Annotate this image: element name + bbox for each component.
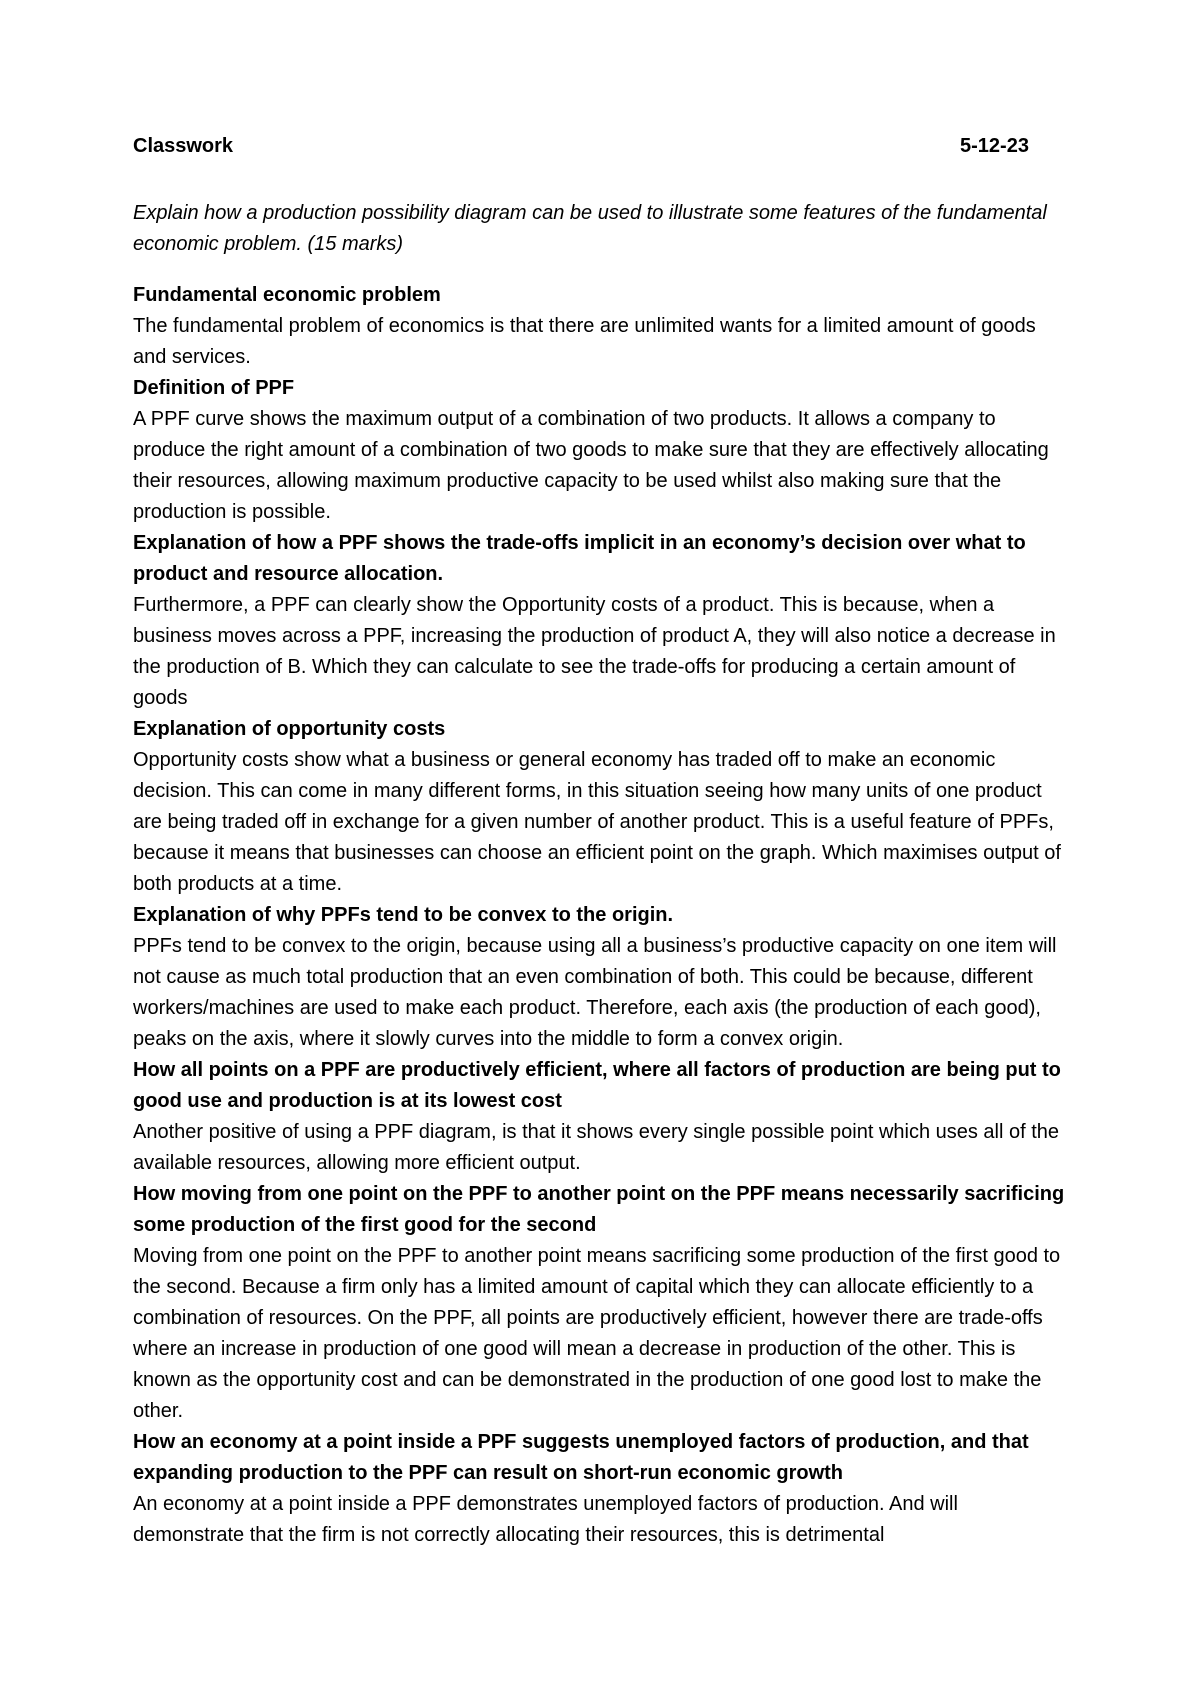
section-heading-convex-origin: Explanation of why PPFs tend to be convex to the origin.: [133, 904, 674, 926]
document-date: 5-12-23: [960, 135, 1029, 157]
section-paragraph: Another positive of using a PPF diagram, is that it shows every single possible point which uses all of the available resources, allowing more efficient output.: [133, 1121, 1060, 1174]
section-heading-productively-efficient: How all points on a PPF are productively efficient, where all factors of production are being put to good use and production is at its lowest cost: [133, 1059, 1061, 1112]
section-heading-fundamental-economic-problem: Fundamental economic problem: [133, 284, 441, 306]
section-paragraph: PPFs tend to be convex to the origin, because using all a business’s productive capacity on one item will not cause as much total production that an even combination of both. This could be because, different workers/machines are used to make each product. Therefore, each axis (the production of each good), peaks on the axis, where it slowly curves into the middle to form a convex origin.: [133, 935, 1057, 1050]
section-paragraph: A PPF curve shows the maximum output of a combination of two products. It allows a company to produce the right amount of a combination of two goods to make sure that they are effectively allocating their resources, allowing maximum productive capacity to be used whilst also making sure that the production is possible.: [133, 408, 1049, 523]
document-header: [133, 131, 1067, 162]
section-heading-opportunity-costs: Explanation of opportunity costs: [133, 718, 446, 740]
section-heading-inside-ppf: How an economy at a point inside a PPF suggests unemployed factors of production, and that expanding production to the PPF can result on short-run economic growth: [133, 1431, 1029, 1484]
section-paragraph: Furthermore, a PPF can clearly show the Opportunity costs of a product. This is because, when a business moves across a PPF, increasing the production of product A, they will also notice a decrease in the production of B. Which they can calculate to see the trade-offs for producing a certain amount of goods: [133, 594, 1056, 709]
section-paragraph: The fundamental problem of economics is that there are unlimited wants for a limited amount of goods and services.: [133, 315, 1036, 368]
document-title: Classwork: [133, 135, 234, 157]
section-paragraph: Moving from one point on the PPF to another point means sacrificing some production of the first good to the second. Because a firm only has a limited amount of capital which they can allocate efficiently to a combination of resources. On the PPF, all points are productively efficient, however there are trade-offs where an increase in production of one good will mean a decrease in production of the other. This is known as the opportunity cost and can be demonstrated in the production of one good lost to make the other.: [133, 1245, 1061, 1422]
section-paragraph: An economy at a point inside a PPF demonstrates unemployed factors of production. And will demonstrate that the firm is not correctly allocating their resources, this is detrimental: [133, 1493, 958, 1546]
section-heading-trade-offs: Explanation of how a PPF shows the trade-offs implicit in an economy’s decision over what to product and resource allocation.: [133, 532, 1026, 585]
essay-question: Explain how a production possibility diagram can be used to illustrate some features of the fundamental economic problem. (15 marks): [133, 202, 1047, 255]
section-heading-definition-of-ppf: Definition of PPF: [133, 377, 295, 399]
section-paragraph: Opportunity costs show what a business or general economy has traded off to make an economic decision. This can come in many different forms, in this situation seeing how many units of one product are being traded off in exchange for a given number of another product. This is a useful feature of PPFs, because it means that businesses can choose an efficient point on the graph. Which maximises output of both products at a time.: [133, 749, 1061, 895]
section-heading-moving-points: How moving from one point on the PPF to another point on the PPF means necessarily sacrificing some production of the first good for the second: [133, 1183, 1065, 1236]
